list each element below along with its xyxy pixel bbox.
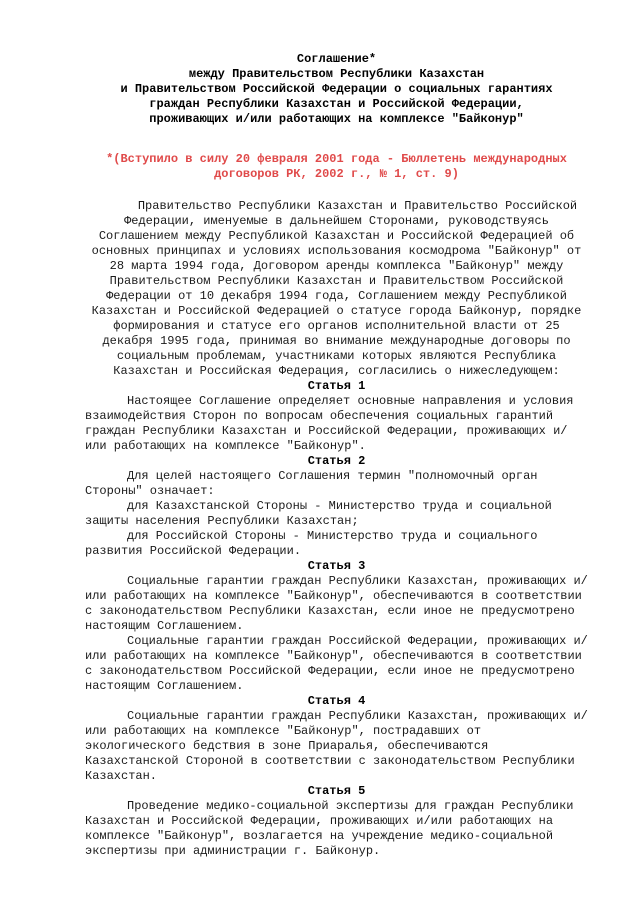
title-line: между Правительством Республики Казахстан [188, 67, 485, 81]
article-heading: Статья 4 [307, 694, 366, 708]
article-heading: Статья 5 [307, 784, 366, 798]
article-heading: Статья 2 [307, 454, 366, 468]
document-title [85, 52, 588, 127]
title-line: проживающих и/или работающих на комплексе "Байконур" [149, 112, 524, 126]
article-paragraph: Настоящее Соглашение определяет основные направления и условия взаимодействия Сторон по вопросам обеспечения социальных гарантий граждан Республики Казахстан и Российской Федерации, проживающих и/или работающих на комплексе "Байконур". [85, 394, 574, 453]
articles-section [85, 379, 588, 859]
preamble-paragraph: Правительство Республики Казахстан и Правительство Российской Федерации, именуемые в дальнейшем Сторонами, руководствуясь Соглашением между Республикой Казахстан и Российской Федерацией об основных принципах и условиях использования космодрома "Байконур" от 28 марта 1994 года, Договором аренды комплекса "Байконур" между Правительством Республики Казахстан и Правительством Российской Федерации от 10 декабря 1994 года, Соглашением между Республикой Казахстан и Российской Федерацией о статусе города Байконур, порядке формирования и статусе его органов исполнительной власти от 25 декабря 1995 года, принимая во внимание международные договоры по социальным проблемам, участниками которых являются Республика Казахстан и Российская Федерация, согласились о нижеследующем: [91, 199, 582, 378]
article-heading: Статья 1 [307, 379, 366, 393]
effective-date-footnote: *(Вступило в силу 20 февраля 2001 года - Бюллетень международных договоров РК, 2002 г., № 1, ст. 9) [106, 152, 567, 181]
title-line: Соглашение* [296, 52, 377, 66]
article-heading: Статья 3 [307, 559, 366, 573]
article-paragraph: Социальные гарантии граждан Республики Казахстан, проживающих и/или работающих на комплексе "Байконур", пострадавших от экологического бедствия в зоне Приаралья, обеспечиваются Казахстанской Стороной в соответствии с законодательством Республики Казахстан. [85, 709, 588, 783]
article-paragraph: Для целей настоящего Соглашения термин "полномочный орган Стороны" означает: [85, 469, 538, 498]
article-paragraph: Проведение медико-социальной экспертизы для граждан Республики Казахстан и Российской Федерации, проживающих и/или работающих на комплексе "Байконур", возлагается на учреждение медико-социальной экспертизы при администрации г. Байконур. [85, 799, 574, 858]
article-paragraph: Социальные гарантии граждан Республики Казахстан, проживающих и/или работающих на комплексе "Байконур", обеспечиваются в соответствии с законодательством Республики Казахстан, если иное не предусмотрено настоящим Соглашением. [85, 574, 588, 633]
title-line: и Правительством Российской Федерации о социальных гарантиях [120, 82, 553, 96]
article-paragraph: Социальные гарантии граждан Российской Федерации, проживающих и/или работающих на комплексе "Байконур", обеспечиваются в соответствии с законодательством Российской Федерации, если иное не предусмотрено настоящим Соглашением. [85, 634, 588, 693]
article-paragraph: для Российской Стороны - Министерство труда и социального развития Российской Федерации. [85, 529, 538, 558]
article-paragraph: для Казахстанской Стороны - Министерство труда и социальной защиты населения Республики Казахстан; [85, 499, 552, 528]
title-line: граждан Республики Казахстан и Российской Федерации, [149, 97, 524, 111]
